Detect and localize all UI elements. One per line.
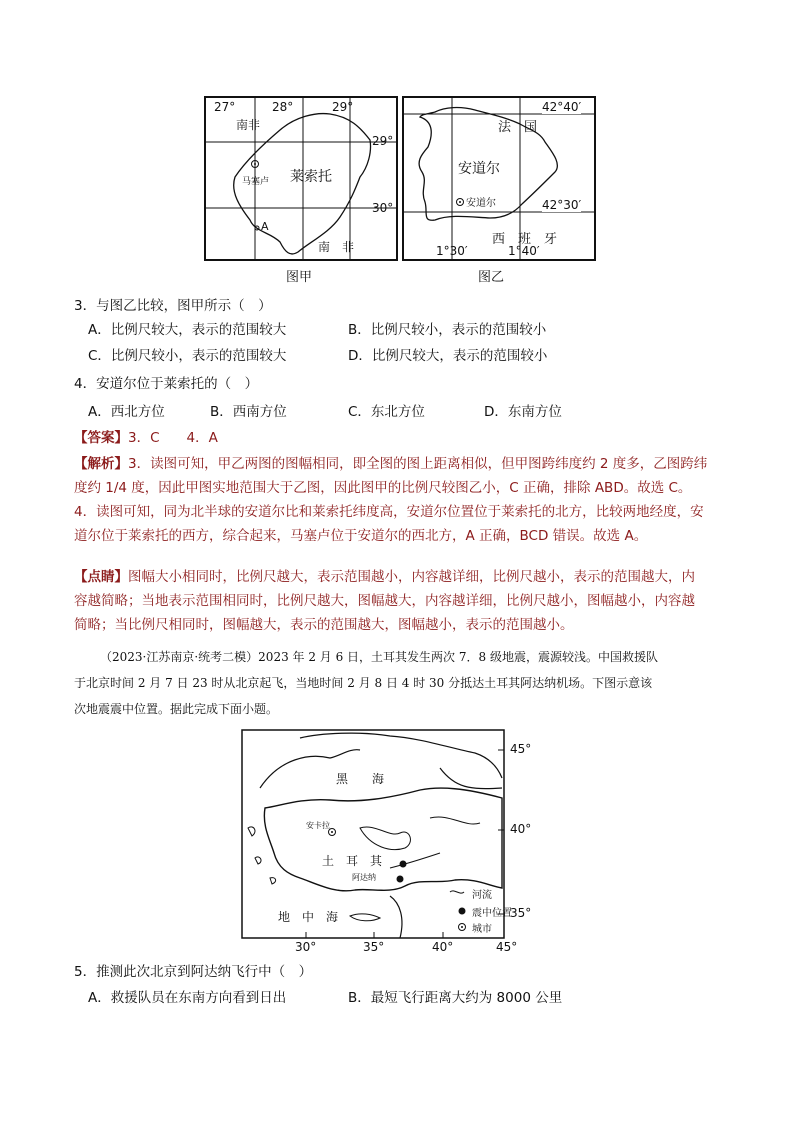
analysis-line-3: 4．读图可知，同为北半球的安道尔比和莱索托纬度高，安道尔位置位于莱索托的北方，比较两地经度，安 [74,504,704,520]
intro-block [74,644,724,722]
lon-label-45: 45° [496,940,518,954]
map-jia-south-africa-label: 南非 [236,118,261,132]
turkey-outline [264,788,502,891]
analysis-line-1: 【解析】3．读图可知，甲乙两图的图幅相同，即全图的图上距离相似，但甲图跨纬度约 2 度多，乙图跨纬 [74,456,708,472]
legend-epicenter-label: 震中位置 [472,908,512,919]
epicenter-1-marker [400,861,407,868]
q3-option-b[interactable]: B．比例尺较小，表示的范围较小 [348,322,547,338]
analysis-line-4: 道尔位于莱索托的西方，综合起来，马塞卢位于安道尔的西北方，A 正确，BCD 错误。故选 A。 [74,528,648,544]
map-yi-lon-left: 1°30′ [436,244,468,258]
map-yi-lon-right: 1°40′ [508,244,540,258]
turkey-map-svg [240,728,552,960]
turkey-map-figure [240,728,552,960]
map-yi-lat-mid: 42°30′ [542,198,582,212]
intro-line-3: 次地震震中位置。据此完成下面小题。 [74,702,279,716]
map-yi-andorra-city-label: 安道尔 [466,198,496,209]
analysis-block [74,452,724,548]
legend-river-label: 河流 [472,890,492,901]
legend-river-symbol [450,891,464,893]
q5-option-b[interactable]: B．最短飞行距离大约为 8000 公里 [348,990,563,1006]
analysis-tag: 【解析】 [74,456,128,472]
map-jia-lon-27: 27° [214,100,236,114]
ankara-label: 安卡拉 [306,821,330,830]
legend-epicenter-symbol [459,908,466,915]
lat-label-35: 35° [510,906,532,920]
levant-coast [390,896,402,938]
river-1 [430,817,480,824]
intro-line-1: （2023·江苏南京·统考二模）2023 年 2 月 6 日，土耳其发生两次 7．8 级地震，震源较浅。中国救援队 [100,650,658,664]
q3-stem: 3．与图乙比较，图甲所示（ ） [74,298,272,314]
map-jia-maseru-label: 马塞卢 [242,177,270,187]
figure-maps-jia-yi [200,92,600,284]
aegean-islands [248,827,276,884]
turkey-label: 土 耳 其 [322,854,383,868]
map-yi-caption: 图乙 [478,270,505,285]
adana-label: 阿达纳 [352,873,376,882]
black-sea-label: 黑 海 [336,772,385,786]
map-jia-lat-30: 30° [372,201,394,215]
q3-option-d[interactable]: D．比例尺较大，表示的范围较小 [348,348,548,364]
epicenter-2-marker [397,876,404,883]
map-yi-france-label: 法 国 [498,120,538,135]
tips-line-1: 【点睛】图幅大小相同时，比例尺越大，表示范围越小，内容越详细，比例尺越小，表示的范围越大，内 [74,569,695,585]
map-jia-caption: 图甲 [286,270,313,285]
inner-outline-1 [360,827,410,850]
q4-option-a[interactable]: A．西北方位 [88,404,165,420]
q4-stem: 4．安道尔位于莱索托的（ ） [74,376,259,392]
q4-option-d[interactable]: D．东南方位 [484,404,562,420]
mediterranean-label: 地 中 海 [278,910,339,924]
q3-option-c[interactable]: C．比例尺较小，表示的范围较大 [88,348,287,364]
analysis-line-2: 度约 1/4 度，因此甲图实地范围大于乙图，因此图甲的比例尺较图乙小，C 正确，排除 ABD。故选 C。 [74,480,692,496]
answer-text: 3．C 4．A [128,430,218,446]
river-2 [390,853,440,868]
lon-label-35: 35° [363,940,385,954]
map-jia-south-africa-label-2: 南 非 [318,240,355,254]
tips-line-2: 容越简略；当地表示范围相同时，比例尺越大，图幅越大，内容越详细，比例尺越小，图幅越小，内容越 [74,593,695,609]
map-yi-andorra-label: 安道尔 [458,161,500,177]
q4-option-c[interactable]: C．东北方位 [348,404,425,420]
q5-option-a[interactable]: A．救援队员在东南方向看到日出 [88,990,287,1006]
lat-label-40: 40° [510,822,532,836]
map-jia-lon-29: 29° [332,100,354,114]
map-yi-spain-label: 西 班 牙 [492,232,558,247]
lon-label-40: 40° [432,940,454,954]
tips-line-3: 简略；当比例尺相同时，图幅越大，表示的范围越大，图幅越小，表示的范围越小。 [74,617,574,633]
map-jia-lon-28: 28° [272,100,294,114]
intro-line-2: 于北京时间 2 月 7 日 23 时从北京起飞，当地时间 2 月 8 日 4 时 30 分抵达土耳其阿达纳机场。下图示意该 [74,676,653,690]
answer-tag: 【答案】 [74,430,128,446]
map-jia-point-a-label: A [261,220,269,233]
map-yi-lat-top: 42°40′ [542,100,582,114]
map-jia-lesotho-label: 莱索托 [290,169,332,185]
tips-tag: 【点睛】 [74,569,128,585]
tips-block [74,565,724,637]
legend-city-label: 城市 [472,924,492,935]
map-jia-lat-29: 29° [372,134,394,148]
q3-option-a[interactable]: A．比例尺较大，表示的范围较大 [88,322,287,338]
answer-line [74,426,218,450]
q4-option-b[interactable]: B．西南方位 [210,404,287,420]
cyprus-outline [350,914,380,921]
turkey-map-frame [242,730,504,938]
lon-label-30: 30° [295,940,317,954]
lat-label-45: 45° [510,742,532,756]
black-sea-coast-north [300,733,502,778]
q5-stem: 5．推测此次北京到阿达纳飞行中（ ） [74,964,313,980]
